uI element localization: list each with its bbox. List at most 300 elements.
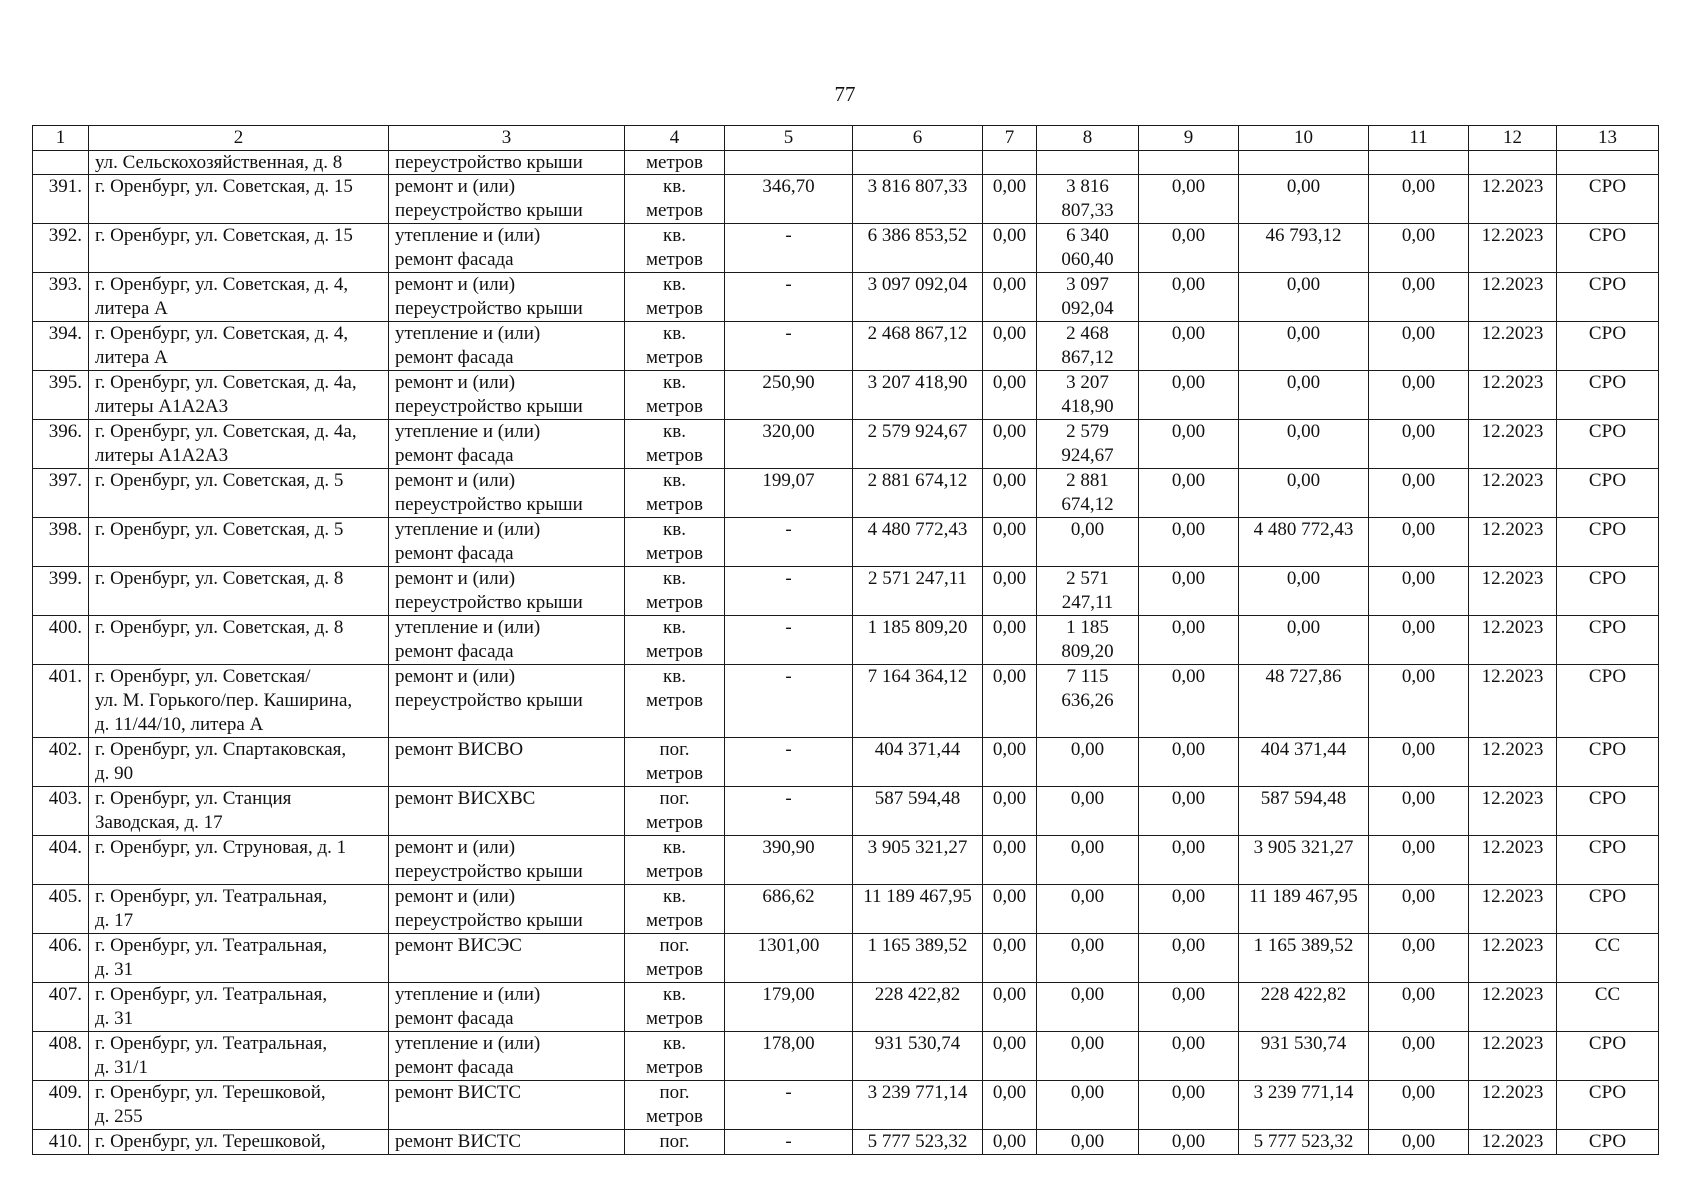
cell-line: метров xyxy=(646,690,703,711)
col8-cell: 0,00 xyxy=(1037,983,1139,1032)
col11-cell: 0,00 xyxy=(1369,371,1469,420)
col7-cell: 0,00 xyxy=(983,322,1037,371)
total-cost-cell: 1 185 809,20 xyxy=(853,616,983,665)
cell-line: метров xyxy=(646,592,703,613)
cell-line: метров xyxy=(646,249,703,270)
cell-line: г. Оренбург, ул. Театральная, xyxy=(95,935,328,956)
cell-line: метров xyxy=(646,1106,703,1127)
method-cell: СРО xyxy=(1557,322,1659,371)
area-cell: - xyxy=(725,518,853,567)
cell-line: г. Оренбург, ул. Терешковой, xyxy=(95,1131,326,1152)
address-cell xyxy=(89,1130,389,1155)
col7-cell: 0,00 xyxy=(983,616,1037,665)
cell-line: переустройство крыши xyxy=(395,494,583,515)
area-cell: 250,90 xyxy=(725,371,853,420)
method-cell: СРО xyxy=(1557,175,1659,224)
area-cell: - xyxy=(725,1130,853,1155)
header-cell: 2 xyxy=(89,126,389,151)
cell-line: утепление и (или) xyxy=(395,323,541,344)
col11-cell: 0,00 xyxy=(1369,322,1469,371)
col10-cell: 0,00 xyxy=(1239,567,1369,616)
col7-cell: 0,00 xyxy=(983,1130,1037,1155)
cell-line: ремонт и (или) xyxy=(395,886,516,907)
cell-line: кв. xyxy=(663,886,686,907)
cell-line: г. Оренбург, ул. Терешковой, xyxy=(95,1082,326,1103)
cell-line: кв. xyxy=(663,568,686,589)
cell-line: пог. xyxy=(659,788,690,809)
unit-cell xyxy=(625,836,725,885)
cell-line: метров xyxy=(646,445,703,466)
cell-line: ремонт фасада xyxy=(395,1057,514,1078)
col8-cell: 0,00 xyxy=(1037,885,1139,934)
unit-cell xyxy=(625,175,725,224)
col9-cell: 0,00 xyxy=(1139,885,1239,934)
empty-cell xyxy=(1557,151,1659,175)
cell-line: Заводская, д. 17 xyxy=(95,812,223,833)
table-row xyxy=(33,469,1659,518)
cell-line: ремонт и (или) xyxy=(395,274,516,295)
empty-cell xyxy=(725,151,853,175)
col9-cell: 0,00 xyxy=(1139,518,1239,567)
cell-line: г. Оренбург, ул. Советская, д. 4, xyxy=(95,274,349,295)
work-type-cell xyxy=(389,1081,625,1130)
area-cell: - xyxy=(725,273,853,322)
cell-line: ремонт фасада xyxy=(395,347,514,368)
unit-cell xyxy=(625,983,725,1032)
col7-cell: 0,00 xyxy=(983,567,1037,616)
total-cost-cell: 3 905 321,27 xyxy=(853,836,983,885)
unit-cell xyxy=(625,224,725,273)
table-row xyxy=(33,420,1659,469)
empty-cell xyxy=(1469,151,1557,175)
col9-cell: 0,00 xyxy=(1139,273,1239,322)
col11-cell: 0,00 xyxy=(1369,934,1469,983)
work-type-cell xyxy=(389,1032,625,1081)
col7-cell: 0,00 xyxy=(983,371,1037,420)
cell-line: г. Оренбург, ул. Советская, д. 4а, xyxy=(95,421,357,442)
col10-cell: 11 189 467,95 xyxy=(1239,885,1369,934)
unit-cell xyxy=(625,787,725,836)
table-row xyxy=(33,1130,1659,1155)
cell-line: д. 255 xyxy=(95,1106,143,1127)
cell-line: д. 11/44/10, литера А xyxy=(95,714,264,735)
empty-cell xyxy=(1037,151,1139,175)
area-cell: 390,90 xyxy=(725,836,853,885)
method-cell: СРО xyxy=(1557,836,1659,885)
col8-cell: 0,00 xyxy=(1037,934,1139,983)
cell-line: г. Оренбург, ул. Советская, д. 4а, xyxy=(95,372,357,393)
cell-line: д. 31/1 xyxy=(95,1057,148,1078)
cell-line: ремонт ВИСТС xyxy=(395,1082,522,1103)
col8-cell: 2 579 924,67 xyxy=(1037,420,1139,469)
method-cell: СРО xyxy=(1557,224,1659,273)
unit-cell xyxy=(625,322,725,371)
area-cell: 178,00 xyxy=(725,1032,853,1081)
col8-cell: 3 816 807,33 xyxy=(1037,175,1139,224)
deadline-cell: 12.2023 xyxy=(1469,787,1557,836)
col11-cell: 0,00 xyxy=(1369,273,1469,322)
unit-cell xyxy=(625,567,725,616)
col10-cell: 0,00 xyxy=(1239,371,1369,420)
col10-cell: 0,00 xyxy=(1239,273,1369,322)
col11-cell: 0,00 xyxy=(1369,175,1469,224)
col7-cell: 0,00 xyxy=(983,420,1037,469)
col8-cell: 0,00 xyxy=(1037,518,1139,567)
cell-line: утепление и (или) xyxy=(395,617,541,638)
cell-line: ремонт фасада xyxy=(395,543,514,564)
unit-cell: метров xyxy=(625,151,725,175)
empty-cell xyxy=(1139,151,1239,175)
cell-line: переустройство крыши xyxy=(395,298,583,319)
cell-line: кв. xyxy=(663,274,686,295)
col7-cell: 0,00 xyxy=(983,175,1037,224)
address-cell xyxy=(89,836,389,885)
empty-cell xyxy=(1239,151,1369,175)
area-cell: 346,70 xyxy=(725,175,853,224)
method-cell: СС xyxy=(1557,983,1659,1032)
col10-cell: 228 422,82 xyxy=(1239,983,1369,1032)
cell-line: г. Оренбург, ул. Театральная, xyxy=(95,886,328,907)
col10-cell: 4 480 772,43 xyxy=(1239,518,1369,567)
row-number xyxy=(33,151,89,175)
method-cell: СРО xyxy=(1557,665,1659,738)
method-cell: СРО xyxy=(1557,738,1659,787)
deadline-cell: 12.2023 xyxy=(1469,518,1557,567)
address-cell xyxy=(89,567,389,616)
cell-line: ремонт ВИСТС xyxy=(395,1131,522,1152)
cell-line: ремонт фасада xyxy=(395,445,514,466)
row-number: 392. xyxy=(33,224,89,273)
cell-line: кв. xyxy=(663,372,686,393)
cell-line: метров xyxy=(646,641,703,662)
deadline-cell: 12.2023 xyxy=(1469,665,1557,738)
deadline-cell: 12.2023 xyxy=(1469,616,1557,665)
col8-cell: 7 115 636,26 xyxy=(1037,665,1139,738)
deadline-cell: 12.2023 xyxy=(1469,1032,1557,1081)
area-cell: 179,00 xyxy=(725,983,853,1032)
unit-cell xyxy=(625,420,725,469)
cell-line: кв. xyxy=(663,666,686,687)
deadline-cell: 12.2023 xyxy=(1469,224,1557,273)
row-number: 401. xyxy=(33,665,89,738)
col7-cell: 0,00 xyxy=(983,738,1037,787)
total-cost-cell: 2 468 867,12 xyxy=(853,322,983,371)
table-row xyxy=(33,322,1659,371)
col8-cell: 0,00 xyxy=(1037,787,1139,836)
address-cell xyxy=(89,983,389,1032)
deadline-cell: 12.2023 xyxy=(1469,273,1557,322)
total-cost-cell: 1 165 389,52 xyxy=(853,934,983,983)
table-row xyxy=(33,175,1659,224)
cell-line: литеры А1А2А3 xyxy=(95,445,229,466)
col11-cell: 0,00 xyxy=(1369,224,1469,273)
total-cost-cell: 3 207 418,90 xyxy=(853,371,983,420)
col11-cell: 0,00 xyxy=(1369,787,1469,836)
col10-cell: 3 905 321,27 xyxy=(1239,836,1369,885)
empty-cell xyxy=(853,151,983,175)
table-row xyxy=(33,1032,1659,1081)
area-cell: - xyxy=(725,665,853,738)
total-cost-cell: 4 480 772,43 xyxy=(853,518,983,567)
col9-cell: 0,00 xyxy=(1139,616,1239,665)
header-cell: 9 xyxy=(1139,126,1239,151)
works-table xyxy=(32,125,1659,1155)
row-number: 410. xyxy=(33,1130,89,1155)
unit-cell xyxy=(625,273,725,322)
table-row xyxy=(33,273,1659,322)
method-cell: СРО xyxy=(1557,1032,1659,1081)
cell-line: метров xyxy=(646,1057,703,1078)
cell-line: переустройство крыши xyxy=(395,592,583,613)
cell-line: г. Оренбург, ул. Театральная, xyxy=(95,984,328,1005)
row-number: 404. xyxy=(33,836,89,885)
row-number: 407. xyxy=(33,983,89,1032)
col10-cell: 931 530,74 xyxy=(1239,1032,1369,1081)
col8-cell: 2 571 247,11 xyxy=(1037,567,1139,616)
header-cell: 4 xyxy=(625,126,725,151)
row-number: 408. xyxy=(33,1032,89,1081)
col11-cell: 0,00 xyxy=(1369,738,1469,787)
unit-cell xyxy=(625,371,725,420)
cell-line: д. 31 xyxy=(95,1008,134,1029)
col9-cell: 0,00 xyxy=(1139,934,1239,983)
table-body xyxy=(33,151,1659,1155)
row-number: 409. xyxy=(33,1081,89,1130)
address-cell xyxy=(89,371,389,420)
total-cost-cell: 3 239 771,14 xyxy=(853,1081,983,1130)
cell-line: кв. xyxy=(663,470,686,491)
col8-cell: 0,00 xyxy=(1037,836,1139,885)
table-row xyxy=(33,1081,1659,1130)
header-cell: 10 xyxy=(1239,126,1369,151)
col9-cell: 0,00 xyxy=(1139,738,1239,787)
method-cell: СРО xyxy=(1557,567,1659,616)
table-row xyxy=(33,567,1659,616)
cell-line: утепление и (или) xyxy=(395,421,541,442)
cell-line: пог. xyxy=(659,1082,690,1103)
cell-line: переустройство крыши xyxy=(395,396,583,417)
cell-line: г. Оренбург, ул. Советская/ xyxy=(95,666,311,687)
address-cell xyxy=(89,885,389,934)
col7-cell: 0,00 xyxy=(983,273,1037,322)
table-row xyxy=(33,885,1659,934)
col7-cell: 0,00 xyxy=(983,836,1037,885)
row-number: 397. xyxy=(33,469,89,518)
area-cell: - xyxy=(725,224,853,273)
cell-line: кв. xyxy=(663,519,686,540)
cell-line: ремонт ВИСЭС xyxy=(395,935,522,956)
col11-cell: 0,00 xyxy=(1369,567,1469,616)
method-cell: СРО xyxy=(1557,469,1659,518)
unit-cell xyxy=(625,1130,725,1155)
address-cell xyxy=(89,322,389,371)
cell-line: ремонт и (или) xyxy=(395,666,516,687)
address-cell xyxy=(89,224,389,273)
work-type-cell xyxy=(389,836,625,885)
unit-cell xyxy=(625,469,725,518)
col9-cell: 0,00 xyxy=(1139,420,1239,469)
col11-cell: 0,00 xyxy=(1369,836,1469,885)
col8-cell: 3 207 418,90 xyxy=(1037,371,1139,420)
col7-cell: 0,00 xyxy=(983,518,1037,567)
table-row xyxy=(33,665,1659,738)
table-row xyxy=(33,616,1659,665)
row-number: 396. xyxy=(33,420,89,469)
cell-line: переустройство крыши xyxy=(395,910,583,931)
deadline-cell: 12.2023 xyxy=(1469,885,1557,934)
deadline-cell: 12.2023 xyxy=(1469,934,1557,983)
work-type-cell xyxy=(389,738,625,787)
total-cost-cell: 5 777 523,32 xyxy=(853,1130,983,1155)
total-cost-cell: 7 164 364,12 xyxy=(853,665,983,738)
cell-line: пог. xyxy=(659,739,690,760)
unit-cell xyxy=(625,1081,725,1130)
cell-line: утепление и (или) xyxy=(395,519,541,540)
method-cell: СРО xyxy=(1557,273,1659,322)
cell-line: кв. xyxy=(663,837,686,858)
col8-cell: 3 097 092,04 xyxy=(1037,273,1139,322)
total-cost-cell: 228 422,82 xyxy=(853,983,983,1032)
cell-line: утепление и (или) xyxy=(395,1033,541,1054)
col11-cell: 0,00 xyxy=(1369,983,1469,1032)
cell-line: метров xyxy=(646,494,703,515)
deadline-cell: 12.2023 xyxy=(1469,1130,1557,1155)
header-cell: 13 xyxy=(1557,126,1659,151)
cell-line: г. Оренбург, ул. Советская, д. 5 xyxy=(95,470,344,491)
cell-line: метров xyxy=(646,763,703,784)
col7-cell: 0,00 xyxy=(983,885,1037,934)
cell-line: д. 17 xyxy=(95,910,134,931)
cell-line: кв. xyxy=(663,1033,686,1054)
address-cell: ул. Сельскохозяйственная, д. 8 xyxy=(89,151,389,175)
header-cell: 5 xyxy=(725,126,853,151)
cell-line: г. Оренбург, ул. Советская, д. 8 xyxy=(95,617,344,638)
table-row xyxy=(33,983,1659,1032)
cell-line: д. 90 xyxy=(95,763,134,784)
col8-cell: 6 340 060,40 xyxy=(1037,224,1139,273)
header-cell: 6 xyxy=(853,126,983,151)
header-cell: 1 xyxy=(33,126,89,151)
col9-cell: 0,00 xyxy=(1139,224,1239,273)
header-cell: 3 xyxy=(389,126,625,151)
work-type-cell xyxy=(389,616,625,665)
col9-cell: 0,00 xyxy=(1139,1130,1239,1155)
address-cell xyxy=(89,273,389,322)
deadline-cell: 12.2023 xyxy=(1469,175,1557,224)
cell-line: кв. xyxy=(663,323,686,344)
row-number: 398. xyxy=(33,518,89,567)
col11-cell: 0,00 xyxy=(1369,616,1469,665)
row-number: 393. xyxy=(33,273,89,322)
deadline-cell: 12.2023 xyxy=(1469,420,1557,469)
table-row xyxy=(33,518,1659,567)
work-type-cell xyxy=(389,934,625,983)
cell-line: г. Оренбург, ул. Советская, д. 8 xyxy=(95,568,344,589)
cell-line: г. Оренбург, ул. Советская, д. 5 xyxy=(95,519,344,540)
col8-cell: 0,00 xyxy=(1037,1081,1139,1130)
col8-cell: 2 468 867,12 xyxy=(1037,322,1139,371)
total-cost-cell: 3 816 807,33 xyxy=(853,175,983,224)
method-cell: СРО xyxy=(1557,518,1659,567)
cell-line: пог. xyxy=(659,935,690,956)
cell-line: метров xyxy=(646,543,703,564)
cell-line: ремонт фасада xyxy=(395,641,514,662)
deadline-cell: 12.2023 xyxy=(1469,371,1557,420)
row-number: 403. xyxy=(33,787,89,836)
cell-line: ремонт фасада xyxy=(395,249,514,270)
cell-line: ремонт и (или) xyxy=(395,470,516,491)
row-number: 395. xyxy=(33,371,89,420)
col10-cell: 404 371,44 xyxy=(1239,738,1369,787)
deadline-cell: 12.2023 xyxy=(1469,836,1557,885)
col9-cell: 0,00 xyxy=(1139,1081,1239,1130)
empty-cell xyxy=(1369,151,1469,175)
deadline-cell: 12.2023 xyxy=(1469,1081,1557,1130)
cell-line: кв. xyxy=(663,617,686,638)
unit-cell xyxy=(625,934,725,983)
table-row xyxy=(33,224,1659,273)
col10-cell: 0,00 xyxy=(1239,616,1369,665)
cell-line: метров xyxy=(646,910,703,931)
col9-cell: 0,00 xyxy=(1139,983,1239,1032)
table-row xyxy=(33,371,1659,420)
cell-line: г. Оренбург, ул. Театральная, xyxy=(95,1033,328,1054)
col11-cell: 0,00 xyxy=(1369,1130,1469,1155)
cell-line: ремонт ВИСХВС xyxy=(395,788,536,809)
work-type-cell xyxy=(389,420,625,469)
cell-line: пог. xyxy=(659,1131,690,1152)
row-number: 402. xyxy=(33,738,89,787)
col7-cell: 0,00 xyxy=(983,1081,1037,1130)
cell-line: переустройство крыши xyxy=(395,200,583,221)
cell-line: ремонт и (или) xyxy=(395,837,516,858)
header-row xyxy=(33,126,1659,151)
col8-cell: 0,00 xyxy=(1037,738,1139,787)
table-row xyxy=(33,836,1659,885)
col11-cell: 0,00 xyxy=(1369,885,1469,934)
col11-cell: 0,00 xyxy=(1369,420,1469,469)
work-type-cell xyxy=(389,885,625,934)
work-type-cell xyxy=(389,371,625,420)
method-cell: СРО xyxy=(1557,371,1659,420)
total-cost-cell: 6 386 853,52 xyxy=(853,224,983,273)
area-cell: 1301,00 xyxy=(725,934,853,983)
cell-line: утепление и (или) xyxy=(395,984,541,1005)
cell-line: метров xyxy=(646,959,703,980)
deadline-cell: 12.2023 xyxy=(1469,567,1557,616)
col8-cell: 0,00 xyxy=(1037,1032,1139,1081)
cell-line: ул. М. Горького/пер. Каширина, xyxy=(95,690,353,711)
continuation-row xyxy=(33,151,1659,175)
unit-cell xyxy=(625,665,725,738)
col10-cell: 48 727,86 xyxy=(1239,665,1369,738)
col10-cell: 0,00 xyxy=(1239,322,1369,371)
col8-cell: 1 185 809,20 xyxy=(1037,616,1139,665)
table-row xyxy=(33,934,1659,983)
header-cell: 8 xyxy=(1037,126,1139,151)
address-cell xyxy=(89,1081,389,1130)
address-cell xyxy=(89,518,389,567)
col10-cell: 1 165 389,52 xyxy=(1239,934,1369,983)
col7-cell: 0,00 xyxy=(983,983,1037,1032)
col11-cell: 0,00 xyxy=(1369,665,1469,738)
cell-line: г. Оренбург, ул. Советская, д. 15 xyxy=(95,176,353,197)
area-cell: - xyxy=(725,1081,853,1130)
unit-cell xyxy=(625,1032,725,1081)
cell-line: кв. xyxy=(663,176,686,197)
cell-line: метров xyxy=(646,396,703,417)
col7-cell: 0,00 xyxy=(983,469,1037,518)
